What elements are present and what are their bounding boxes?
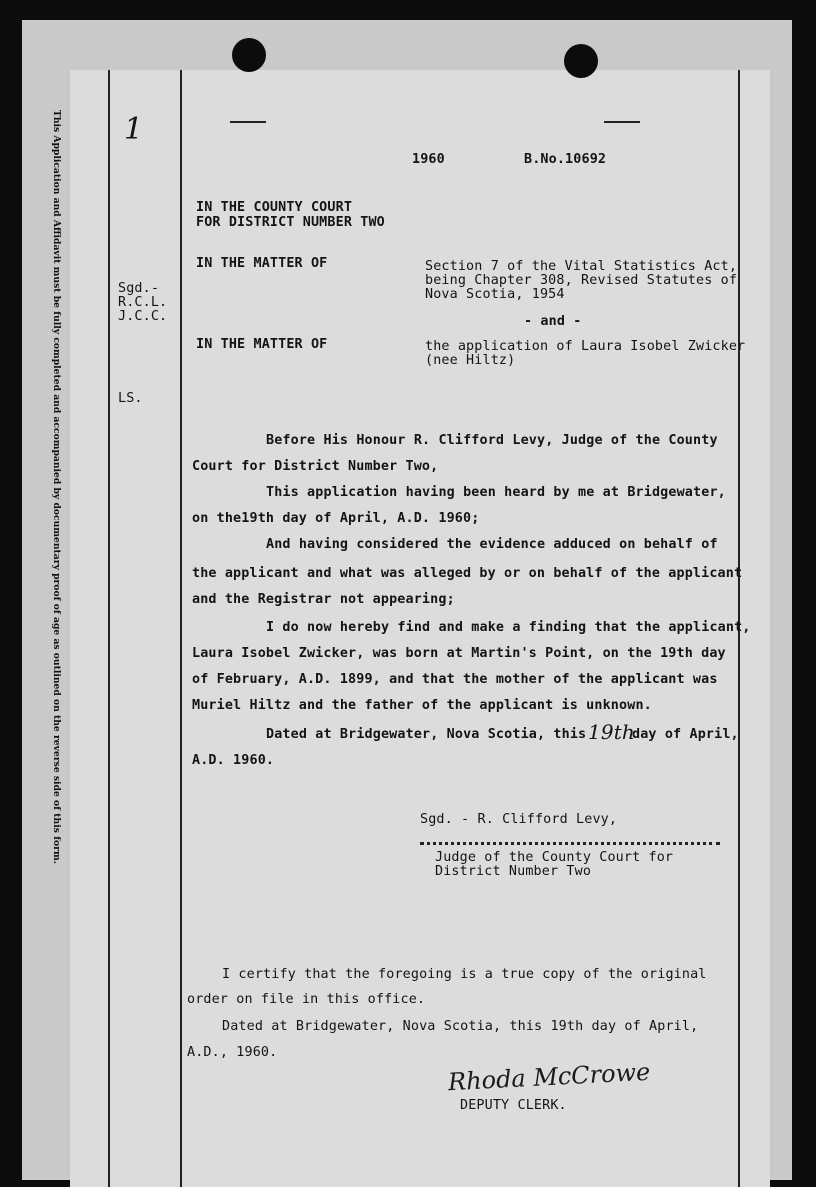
- sidebar-notice: [51, 110, 74, 864]
- certification-line-4: A.D., 1960.: [187, 1045, 278, 1060]
- matter1-line3: Nova Scotia, 1954: [425, 287, 565, 302]
- clerk-signature: Rhoda McCrowe: [447, 1057, 651, 1097]
- body-line-4: on the19th day of April, A.D. 1960;: [192, 511, 480, 526]
- body-line-9: Laura Isobel Zwicker, was born at Martin's Point, on the 19th day: [192, 646, 726, 661]
- judge-title-line2: District Number Two: [435, 864, 592, 879]
- body-line-2: Court for District Number Two,: [192, 459, 439, 474]
- dated-suffix: day of April,: [632, 727, 739, 742]
- matter2-line2: (nee Hiltz): [425, 353, 516, 368]
- matter2-line1: the application of Laura Isobel Zwicker: [425, 339, 746, 354]
- signature-dotted-line: [420, 842, 720, 845]
- dated-day-handwritten: 19th: [588, 720, 635, 744]
- margin-rule-inner: [180, 70, 182, 1187]
- body-line-3: This application having been heard by me at Bridgewater,: [266, 485, 726, 500]
- body-line-6: the applicant and what was alleged by or on behalf of the applicant: [192, 566, 743, 581]
- body-line-11: Muriel Hiltz and the father of the applicant is unknown.: [192, 698, 652, 713]
- sidebar-notice-text: This Application and Affidavit must be fully completed and accompanied by documentary proof of age as outlined on the reverse side of this form.: [51, 110, 62, 864]
- file-number: B.No.10692: [524, 152, 607, 167]
- margin-note-sgd: Sgd.-: [118, 281, 160, 296]
- header-dash-left: [230, 121, 266, 123]
- binder-hole-left: [232, 38, 266, 72]
- certification-line-2: order on file in this office.: [187, 992, 426, 1007]
- margin-note-rcl: R.C.L.: [118, 295, 168, 310]
- certification-line-1: I certify that the foregoing is a true copy of the original: [222, 967, 707, 982]
- certification-line-3: Dated at Bridgewater, Nova Scotia, this 19th day of April,: [222, 1019, 699, 1034]
- matter1-label: IN THE MATTER OF: [196, 256, 328, 271]
- and-separator: - and -: [524, 314, 582, 329]
- body-line-8: I do now hereby find and make a finding that the applicant,: [266, 620, 751, 635]
- margin-note-jcc: J.C.C.: [118, 309, 168, 324]
- binder-hole-right: [564, 44, 598, 78]
- judge-title-line1: Judge of the County Court for: [435, 850, 674, 865]
- header-dash-right: [604, 121, 640, 123]
- clerk-title: DEPUTY CLERK.: [460, 1098, 567, 1113]
- court-line2: FOR DISTRICT NUMBER TWO: [196, 215, 385, 230]
- matter2-label: IN THE MATTER OF: [196, 337, 328, 352]
- matter1-line2: being Chapter 308, Revised Statutes of: [425, 273, 738, 288]
- margin-rule-outer: [108, 70, 110, 1187]
- body-line-7: and the Registrar not appearing;: [192, 592, 455, 607]
- page-mark: 1: [124, 112, 144, 147]
- dated-year: A.D. 1960.: [192, 753, 275, 768]
- body-line-1: Before His Honour R. Clifford Levy, Judge of the County: [266, 433, 718, 448]
- matter1-line1: Section 7 of the Vital Statistics Act,: [425, 259, 738, 274]
- body-line-10: of February, A.D. 1899, and that the mother of the applicant was: [192, 672, 718, 687]
- judge-signature-line: Sgd. - R. Clifford Levy,: [420, 812, 618, 827]
- dated-prefix: Dated at Bridgewater, Nova Scotia, this: [266, 727, 587, 742]
- body-line-5: And having considered the evidence adduced on behalf of: [266, 537, 718, 552]
- court-line1: IN THE COUNTY COURT: [196, 200, 353, 215]
- year: 1960: [412, 152, 445, 167]
- margin-note-ls: LS.: [118, 391, 143, 406]
